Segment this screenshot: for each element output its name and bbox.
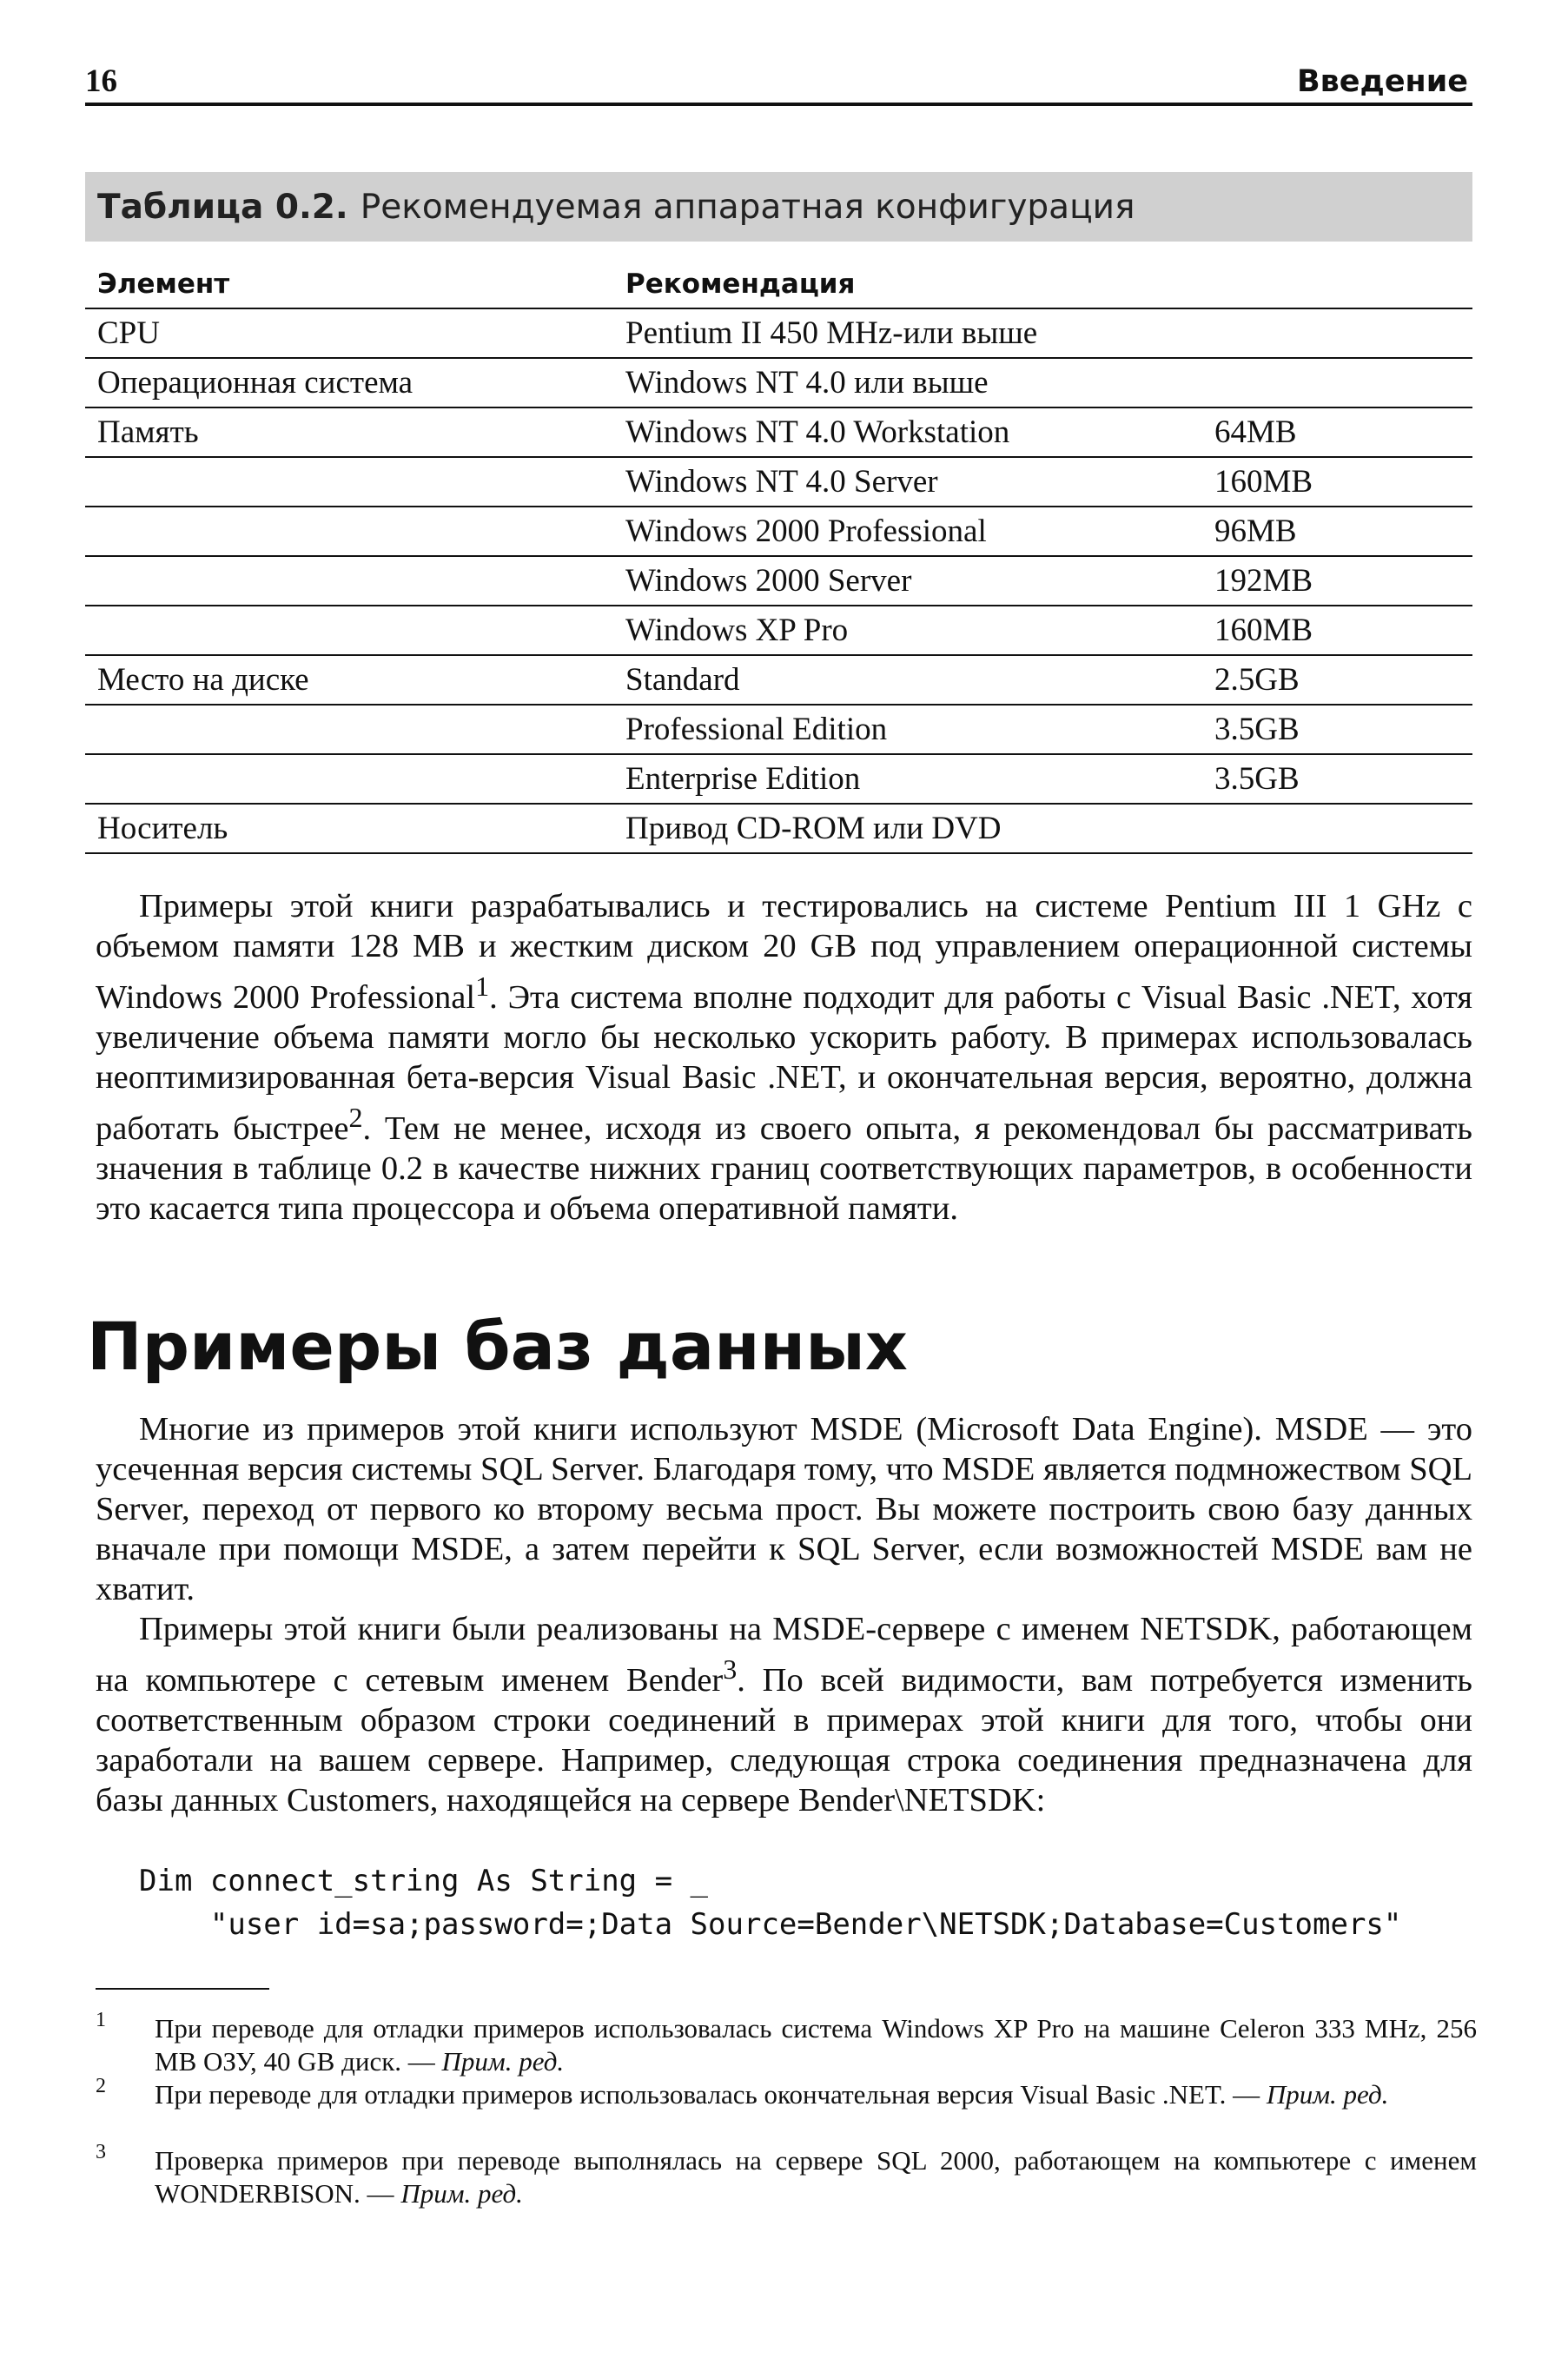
code-line: "user id=sa;password=;Data Source=Bender\NETSDK;Database=Customers" xyxy=(139,1907,1402,1942)
footnote-ref: 2 xyxy=(348,1101,363,1133)
footnote-text xyxy=(155,2078,1477,2111)
paragraph-text: . Эта система вполне подходит для работы с Visual Basic .NET, хотя увеличение объема памяти могло бы несколько ускорить работу. В примерах использовалась неоптимизированная бета-версия Visual Basic .NET, и окончательная версия, вероятно, должна работать быстрее xyxy=(96,978,1472,1147)
page-number: 16 xyxy=(85,63,117,99)
table-cell xyxy=(85,754,613,804)
paragraph-text: Примеры этой книги разрабатывались и тестировались на системе Pentium III 1 GHz с объемом памяти 128 MB и жестким диском 20 GB под управлением операционной системы Windows 2000 Professional xyxy=(96,888,1472,1016)
table-cell xyxy=(85,457,613,507)
table-cell: 160MB xyxy=(1202,457,1472,507)
table-cell xyxy=(85,507,613,556)
footnote-body: При переводе для отладки примеров использовалась система Windows XP Pro на машине Celeron 333 MHz, 256 MB ОЗУ, 40 GB диск. — xyxy=(155,2013,1477,2077)
table-caption-label: Таблица 0.2. xyxy=(97,187,348,227)
table-cell: Место на диске xyxy=(85,655,613,705)
table-cell: Pentium II 450 MHz-или выше xyxy=(613,308,1202,358)
hardware-table xyxy=(85,261,1472,854)
footnote-body: Проверка примеров при переводе выполнялась на сервере SQL 2000, работающем на компьютере с именем WONDERBISON. — xyxy=(155,2145,1477,2209)
table-cell: 160MB xyxy=(1202,606,1472,655)
table-cell: Windows NT 4.0 Server xyxy=(613,457,1202,507)
table-cell: Windows 2000 Server xyxy=(613,556,1202,606)
paragraph-msde: Многие из примеров этой книги используют MSDE (Microsoft Data Engine). MSDE — это усеченная версия системы SQL Server. Благодаря тому, что MSDE является подмножеством SQL Server, переход от первого ко второму весьма прост. Вы можете построить свою базу данных вначале при помощи MSDE, а затем перейти к SQL Server, если возможностей MSDE вам не хватит. xyxy=(96,1411,1472,1607)
code-block xyxy=(139,1859,1401,1946)
table-cell: Память xyxy=(85,407,613,457)
table-cell: 2.5GB xyxy=(1202,655,1472,705)
table-cell xyxy=(85,556,613,606)
table-cell: 3.5GB xyxy=(1202,754,1472,804)
column-header-value xyxy=(1202,261,1472,308)
table-row xyxy=(85,308,1472,358)
table-cell: Enterprise Edition xyxy=(613,754,1202,804)
footnote xyxy=(96,2141,1477,2210)
table-cell: 64MB xyxy=(1202,407,1472,457)
paragraph-text: Примеры этой книги были реализованы на MSDE-сервере с именем NETSDK, работающем на компьютере с сетевым именем Bender xyxy=(96,1611,1472,1699)
paragraph-hardware-notes xyxy=(96,886,1472,1229)
table-cell: Professional Edition xyxy=(613,705,1202,754)
footnote-number: 3 xyxy=(96,2141,106,2163)
footnote xyxy=(96,2009,1477,2078)
footnote-text xyxy=(155,2144,1477,2210)
footnote-body: При переводе для отладки примеров использовалась окончательная версия Visual Basic .NET. — xyxy=(155,2079,1267,2110)
table-cell: 3.5GB xyxy=(1202,705,1472,754)
table-cell xyxy=(1202,308,1472,358)
table-cell xyxy=(1202,358,1472,407)
table-cell: Привод CD-ROM или DVD xyxy=(613,804,1202,853)
table-row xyxy=(85,804,1472,853)
footnote-editor-note: Прим. ред. xyxy=(400,2178,523,2209)
table-cell: Операционная система xyxy=(85,358,613,407)
table-cell: CPU xyxy=(85,308,613,358)
table-row xyxy=(85,754,1472,804)
footnote xyxy=(96,2075,1477,2111)
table-cell: Windows 2000 Professional xyxy=(613,507,1202,556)
paragraph-text: . Тем не менее, исходя из своего опыта, я рекомендовал бы рассматривать значения в таблице 0.2 в качестве нижних границ соответствующих параметров, в особенности это касается типа процессора и объема оперативной памяти. xyxy=(96,1110,1472,1227)
footnote-number: 1 xyxy=(96,2009,106,2031)
footnote-editor-note: Прим. ред. xyxy=(441,2046,565,2077)
table-cell: Standard xyxy=(613,655,1202,705)
footnote-rule xyxy=(96,1988,269,1990)
running-head: Введение xyxy=(1296,64,1468,99)
table-cell: 96MB xyxy=(1202,507,1472,556)
table-cell: Windows XP Pro xyxy=(613,606,1202,655)
footnote-text xyxy=(155,2012,1477,2078)
footnote-number: 2 xyxy=(96,2075,106,2097)
table-cell: Носитель xyxy=(85,804,613,853)
header-rule xyxy=(85,103,1472,106)
table-row xyxy=(85,507,1472,556)
table-row xyxy=(85,407,1472,457)
code-line: Dim connect_string As String = _ xyxy=(139,1864,709,1898)
table-row xyxy=(85,556,1472,606)
table-row xyxy=(85,606,1472,655)
section-heading: Примеры баз данных xyxy=(87,1308,908,1385)
paragraph-text: . По всей видимости, вам потребуется изменить соответственным образом строки соединений в примерах этой книги для того, чтобы они заработали на вашем сервере. Например, следующая строка соединения предназначена для базы данных Customers, находящейся на сервере Bender\NETSDK: xyxy=(96,1661,1472,1818)
paragraph-netsdk xyxy=(96,1609,1472,1820)
table-header-row xyxy=(85,261,1472,308)
table-row xyxy=(85,655,1472,705)
table-row xyxy=(85,457,1472,507)
footnote-editor-note: Прим. ред. xyxy=(1266,2079,1389,2110)
footnote-ref: 3 xyxy=(723,1653,738,1685)
column-header-element: Элемент xyxy=(85,261,613,308)
table-cell xyxy=(1202,804,1472,853)
table-row xyxy=(85,705,1472,754)
table-cell xyxy=(85,705,613,754)
table-row xyxy=(85,358,1472,407)
column-header-recommendation: Рекомендация xyxy=(613,261,1202,308)
table-cell: Windows NT 4.0 или выше xyxy=(613,358,1202,407)
table-cell: Windows NT 4.0 Workstation xyxy=(613,407,1202,457)
table-caption-text: Рекомендуемая аппаратная конфигурация xyxy=(360,187,1135,227)
footnote-ref: 1 xyxy=(475,971,490,1002)
table-cell xyxy=(85,606,613,655)
table-caption xyxy=(85,172,1472,242)
table-cell: 192MB xyxy=(1202,556,1472,606)
